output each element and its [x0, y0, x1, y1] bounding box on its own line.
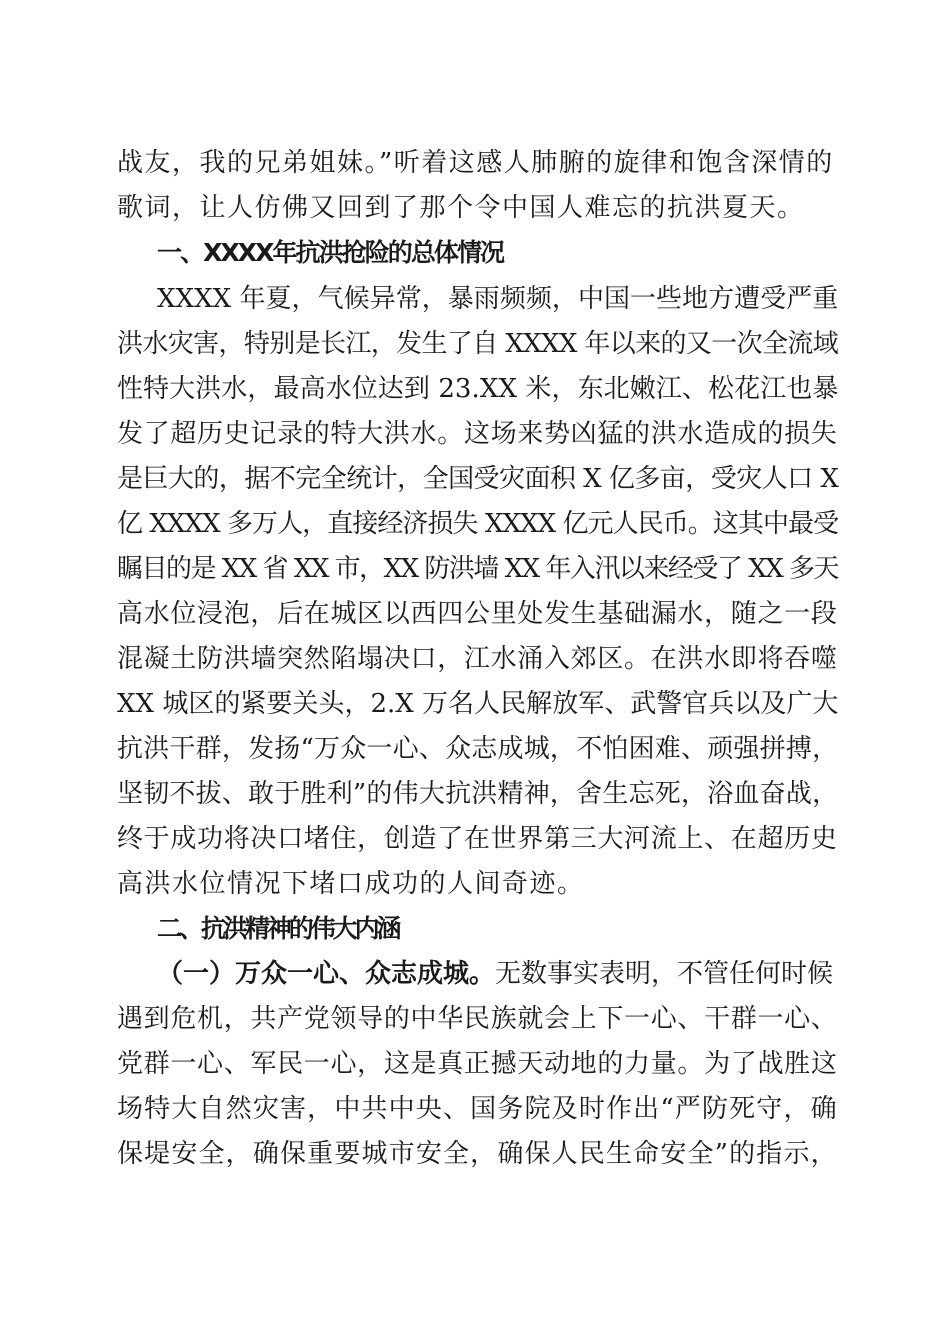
body-text-line: 亿 XXXX 多万人，直接经济损失 XXXX 亿元人民币。这其中最受 [117, 509, 839, 539]
body-text-span: 无数事实表明，不管任何时候 [495, 959, 834, 989]
body-text-line: 坚韧不拔、敢于胜利”的伟大抗洪精神，舍生忘死，浴血奋战， [117, 779, 839, 809]
body-text-line: 是巨大的，据不完全统计，全国受灾面积 X 亿多亩，受灾人口 X [117, 464, 839, 494]
body-text-line: 混凝土防洪墙突然陷塌决口，江水涌入郊区。在洪水即将吞噬 [117, 644, 838, 674]
body-text-line: XX 城区的紧要关头，2.X 万名人民解放军、武警官兵以及广大 [117, 689, 839, 719]
paragraph-first-line [157, 958, 877, 990]
body-text-line: 高水位浸泡，后在城区以西四公里处发生基础漏水，随之一段 [117, 599, 838, 629]
section-heading-2: 二、抗洪精神的伟大内涵 [157, 914, 399, 943]
body-text-line: 高洪水位情况下堵口成功的人间奇迹。 [117, 869, 585, 899]
body-text-line: 战友，我的兄弟姐妹。”听着这感人肺腑的旋律和饱含深情的 [117, 148, 834, 178]
body-text-line: 抗洪干群，发扬“万众一心、众志成城，不怕困难、顽强拼搏， [117, 734, 839, 764]
body-text-line: 场特大自然灾害，中共中央、国务院及时作出“严防死守，确 [117, 1094, 838, 1124]
section-heading-1: 一、XXXX年抗洪抢险的总体情况 [157, 238, 504, 267]
body-text-line: 保堤安全，确保重要城市安全，确保人民生命安全”的指示， [117, 1139, 838, 1169]
paragraph-first-line: XXXX 年夏，气候异常，暴雨频频，中国一些地方遭受严重 [157, 284, 839, 314]
body-text-line: 党群一心、军民一心，这是真正撼天动地的力量。为了战胜这 [117, 1049, 838, 1079]
body-text-line: 终于成功将决口堵住，创造了在世界第三大河流上、在超历史 [117, 824, 838, 854]
body-text-line: 性特大洪水，最高水位达到 23.XX 米，东北嫩江、松花江也暴 [117, 374, 839, 404]
body-text-line: 发了超历史记录的特大洪水。这场来势凶猛的洪水造成的损失 [117, 419, 838, 449]
body-text-line: 歌词，让人仿佛又回到了那个令中国人难忘的抗洪夏天。 [117, 193, 805, 223]
subsection-heading: （一）万众一心、众志成城。 [157, 959, 496, 989]
body-text-line: 瞩目的是 XX 省 XX 市，XX 防洪墙 XX 年入汛以来经受了 XX 多天 [117, 554, 838, 584]
body-text-line: 洪水灾害，特别是长江，发生了自 XXXX 年以来的又一次全流域 [117, 329, 839, 359]
body-text-line: 遇到危机，共产党领导的中华民族就会上下一心、干群一心、 [117, 1004, 838, 1034]
